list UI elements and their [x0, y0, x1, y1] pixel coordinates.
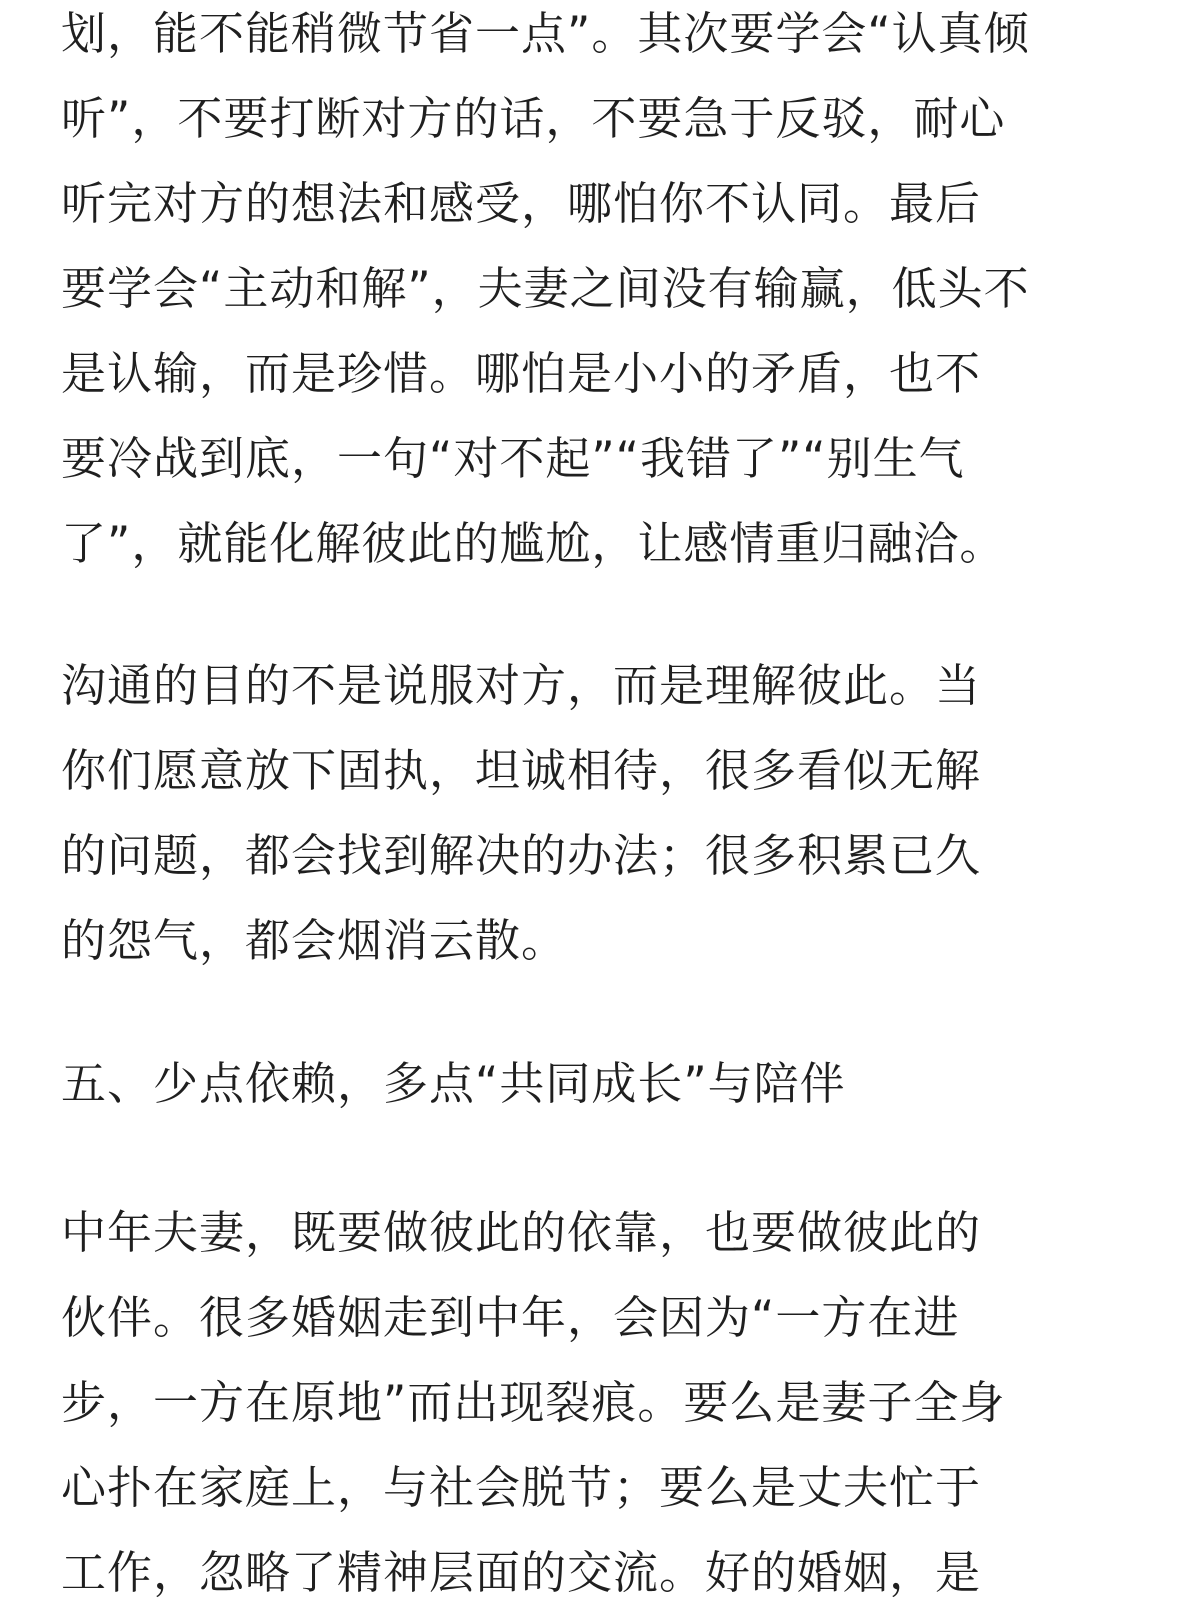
paragraph-1-line-4: 要学会“主动和解”，夫妻之间没有输赢，低头不 [61, 262, 1030, 315]
paragraph-1-line-2: 听”，不要打断对方的话，不要急于反驳，耐心 [61, 92, 1006, 145]
paragraph-3-line-3: 步，一方在原地”而出现裂痕。要么是妻子全身 [61, 1376, 1006, 1429]
paragraph-1-line-6: 要冷战到底，一句“对不起”“我错了”“别生气 [61, 432, 965, 485]
paragraph-1-line-1: 划，能不能稍微节省一点”。其次要学会“认真倾 [61, 7, 1030, 60]
paragraph-3-line-5: 工作，忽略了精神层面的交流。好的婚姻，是 [61, 1546, 982, 1599]
section-heading: 五、少点依赖，多点“共同成长”与陪伴 [61, 1057, 846, 1110]
paragraph-3-line-2: 伙伴。很多婚姻走到中年，会因为“一方在进 [61, 1291, 960, 1344]
paragraph-3-line-1: 中年夫妻，既要做彼此的依靠，也要做彼此的 [61, 1206, 982, 1259]
paragraph-3-line-4: 心扑在家庭上，与社会脱节；要么是丈夫忙于 [61, 1461, 982, 1514]
paragraph-2-line-3: 的问题，都会找到解决的办法；很多积累已久 [61, 829, 982, 882]
paragraph-2-line-2: 你们愿意放下固执，坦诚相待，很多看似无解 [61, 744, 982, 797]
paragraph-1-line-5: 是认输，而是珍惜。哪怕是小小的矛盾，也不 [61, 347, 982, 400]
paragraph-2-line-4: 的怨气，都会烟消云散。 [61, 914, 568, 967]
paragraph-1-line-3: 听完对方的想法和感受，哪怕你不认同。最后 [61, 177, 982, 230]
paragraph-1-line-7: 了”，就能化解彼此的尴尬，让感情重归融洽。 [61, 517, 1006, 570]
paragraph-2-line-1: 沟通的目的不是说服对方，而是理解彼此。当 [61, 659, 982, 712]
